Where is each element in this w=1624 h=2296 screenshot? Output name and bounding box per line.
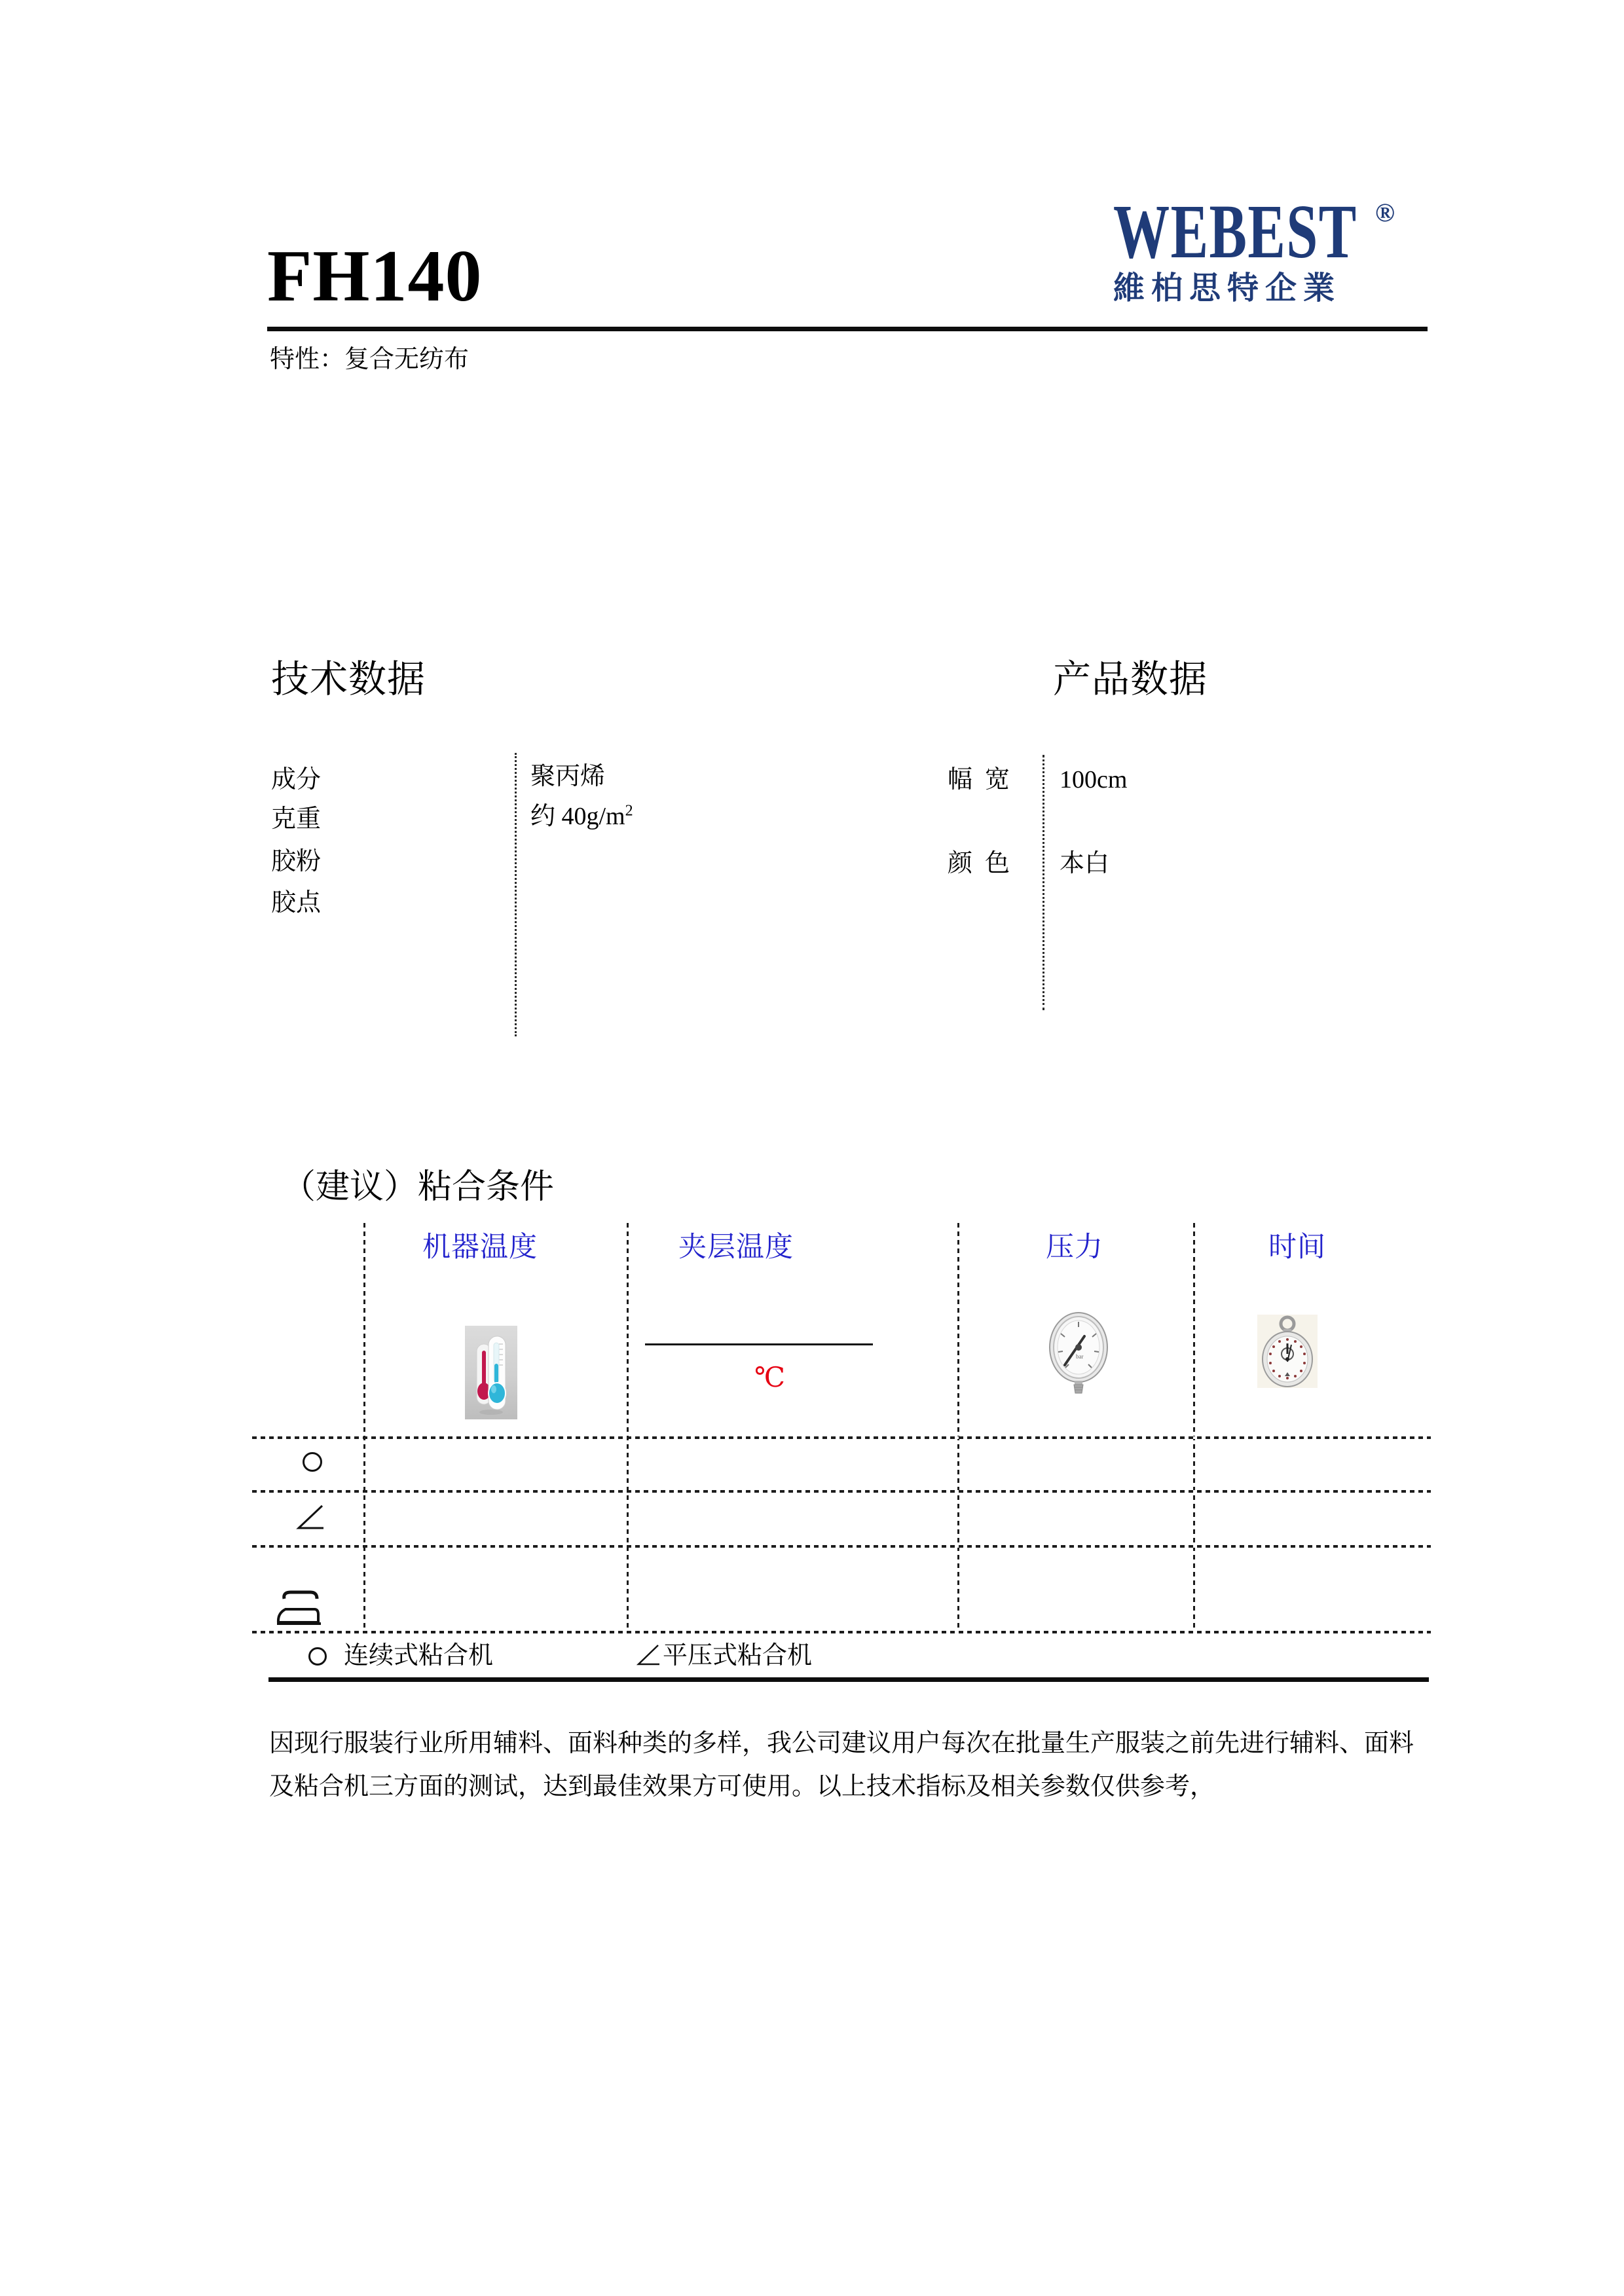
- tech-row-label: 成分: [271, 766, 322, 793]
- legend-label: 连续式粘合机: [344, 1642, 494, 1669]
- bonding-grid-vline: [363, 1223, 365, 1632]
- circle-symbol: [308, 1647, 327, 1666]
- bonding-grid-hline: [252, 1631, 1431, 1633]
- legend-flat-press: [637, 1643, 812, 1668]
- product-row-label: 幅 宽: [948, 766, 1010, 793]
- bonding-grid-vline: [627, 1223, 629, 1632]
- brand-wordmark: WEBEST: [1113, 189, 1357, 274]
- bonding-grid-hline: [252, 1490, 1431, 1493]
- thermometer-icon: [465, 1326, 517, 1423]
- product-row-value: 本白: [1060, 850, 1110, 877]
- bonding-conditions-title: （建议）粘合条件: [282, 1169, 555, 1206]
- bonding-grid-vline: [1193, 1223, 1195, 1632]
- tech-row-value: 聚丙烯: [530, 763, 606, 790]
- column-header-pressure: 压力: [1046, 1232, 1103, 1263]
- product-data-title: 产品数据: [1053, 658, 1208, 701]
- column-header-time: 时间: [1268, 1232, 1326, 1263]
- circle-symbol: [303, 1452, 322, 1472]
- bonding-grid-vline: [957, 1223, 959, 1632]
- angle-symbol: [296, 1504, 325, 1534]
- celsius-blank-line: [645, 1343, 873, 1345]
- column-header-interlayer-temp: 夹层温度: [678, 1232, 794, 1263]
- product-table-divider: [1043, 755, 1044, 1010]
- page-title: FH140: [267, 236, 483, 317]
- stopwatch-icon: [1257, 1315, 1318, 1391]
- feature-line: 特性：复合无纺布: [270, 346, 470, 373]
- brand-logo: [1113, 189, 1401, 306]
- bonding-grid-hline: [252, 1436, 1431, 1439]
- brand-company-name: 維柏思特企業: [1113, 271, 1342, 306]
- legend-label: 平压式粘合机: [663, 1642, 813, 1669]
- celsius-unit: ℃: [754, 1363, 785, 1393]
- product-row-label: 颜 色: [948, 850, 1010, 877]
- header-divider: [267, 327, 1428, 331]
- iron-icon: [276, 1590, 322, 1630]
- registered-trademark-icon: ®: [1375, 198, 1395, 227]
- pressure-gauge-icon: [1048, 1311, 1111, 1397]
- product-row-value: 100cm: [1060, 766, 1128, 793]
- bonding-grid-hline: [252, 1545, 1431, 1548]
- angle-symbol: [637, 1644, 660, 1666]
- tech-row-value: 约 $40g/m^2$: [530, 802, 633, 830]
- tech-table-divider: [515, 753, 517, 1036]
- tech-row-label: 克重: [271, 805, 322, 833]
- tech-data-title: 技术数据: [271, 658, 426, 701]
- footer-note: 因现行服装行业所用辅料、面料种类的多样，我公司建议用户每次在批量生产服装之前先进行辅料、面料及粘合机三方面的测试，达到最佳效果方可使用。以上技术指标及相关参数仅供参考，: [269, 1730, 1414, 1800]
- legend-continuous: [308, 1643, 493, 1668]
- tech-row-label: 胶粉: [271, 848, 322, 875]
- footer-divider: [268, 1677, 1429, 1682]
- tech-row-label: 胶点: [271, 889, 322, 917]
- svg-text:bar: bar: [1076, 1353, 1084, 1360]
- column-header-machine-temp: 机器温度: [422, 1232, 538, 1263]
